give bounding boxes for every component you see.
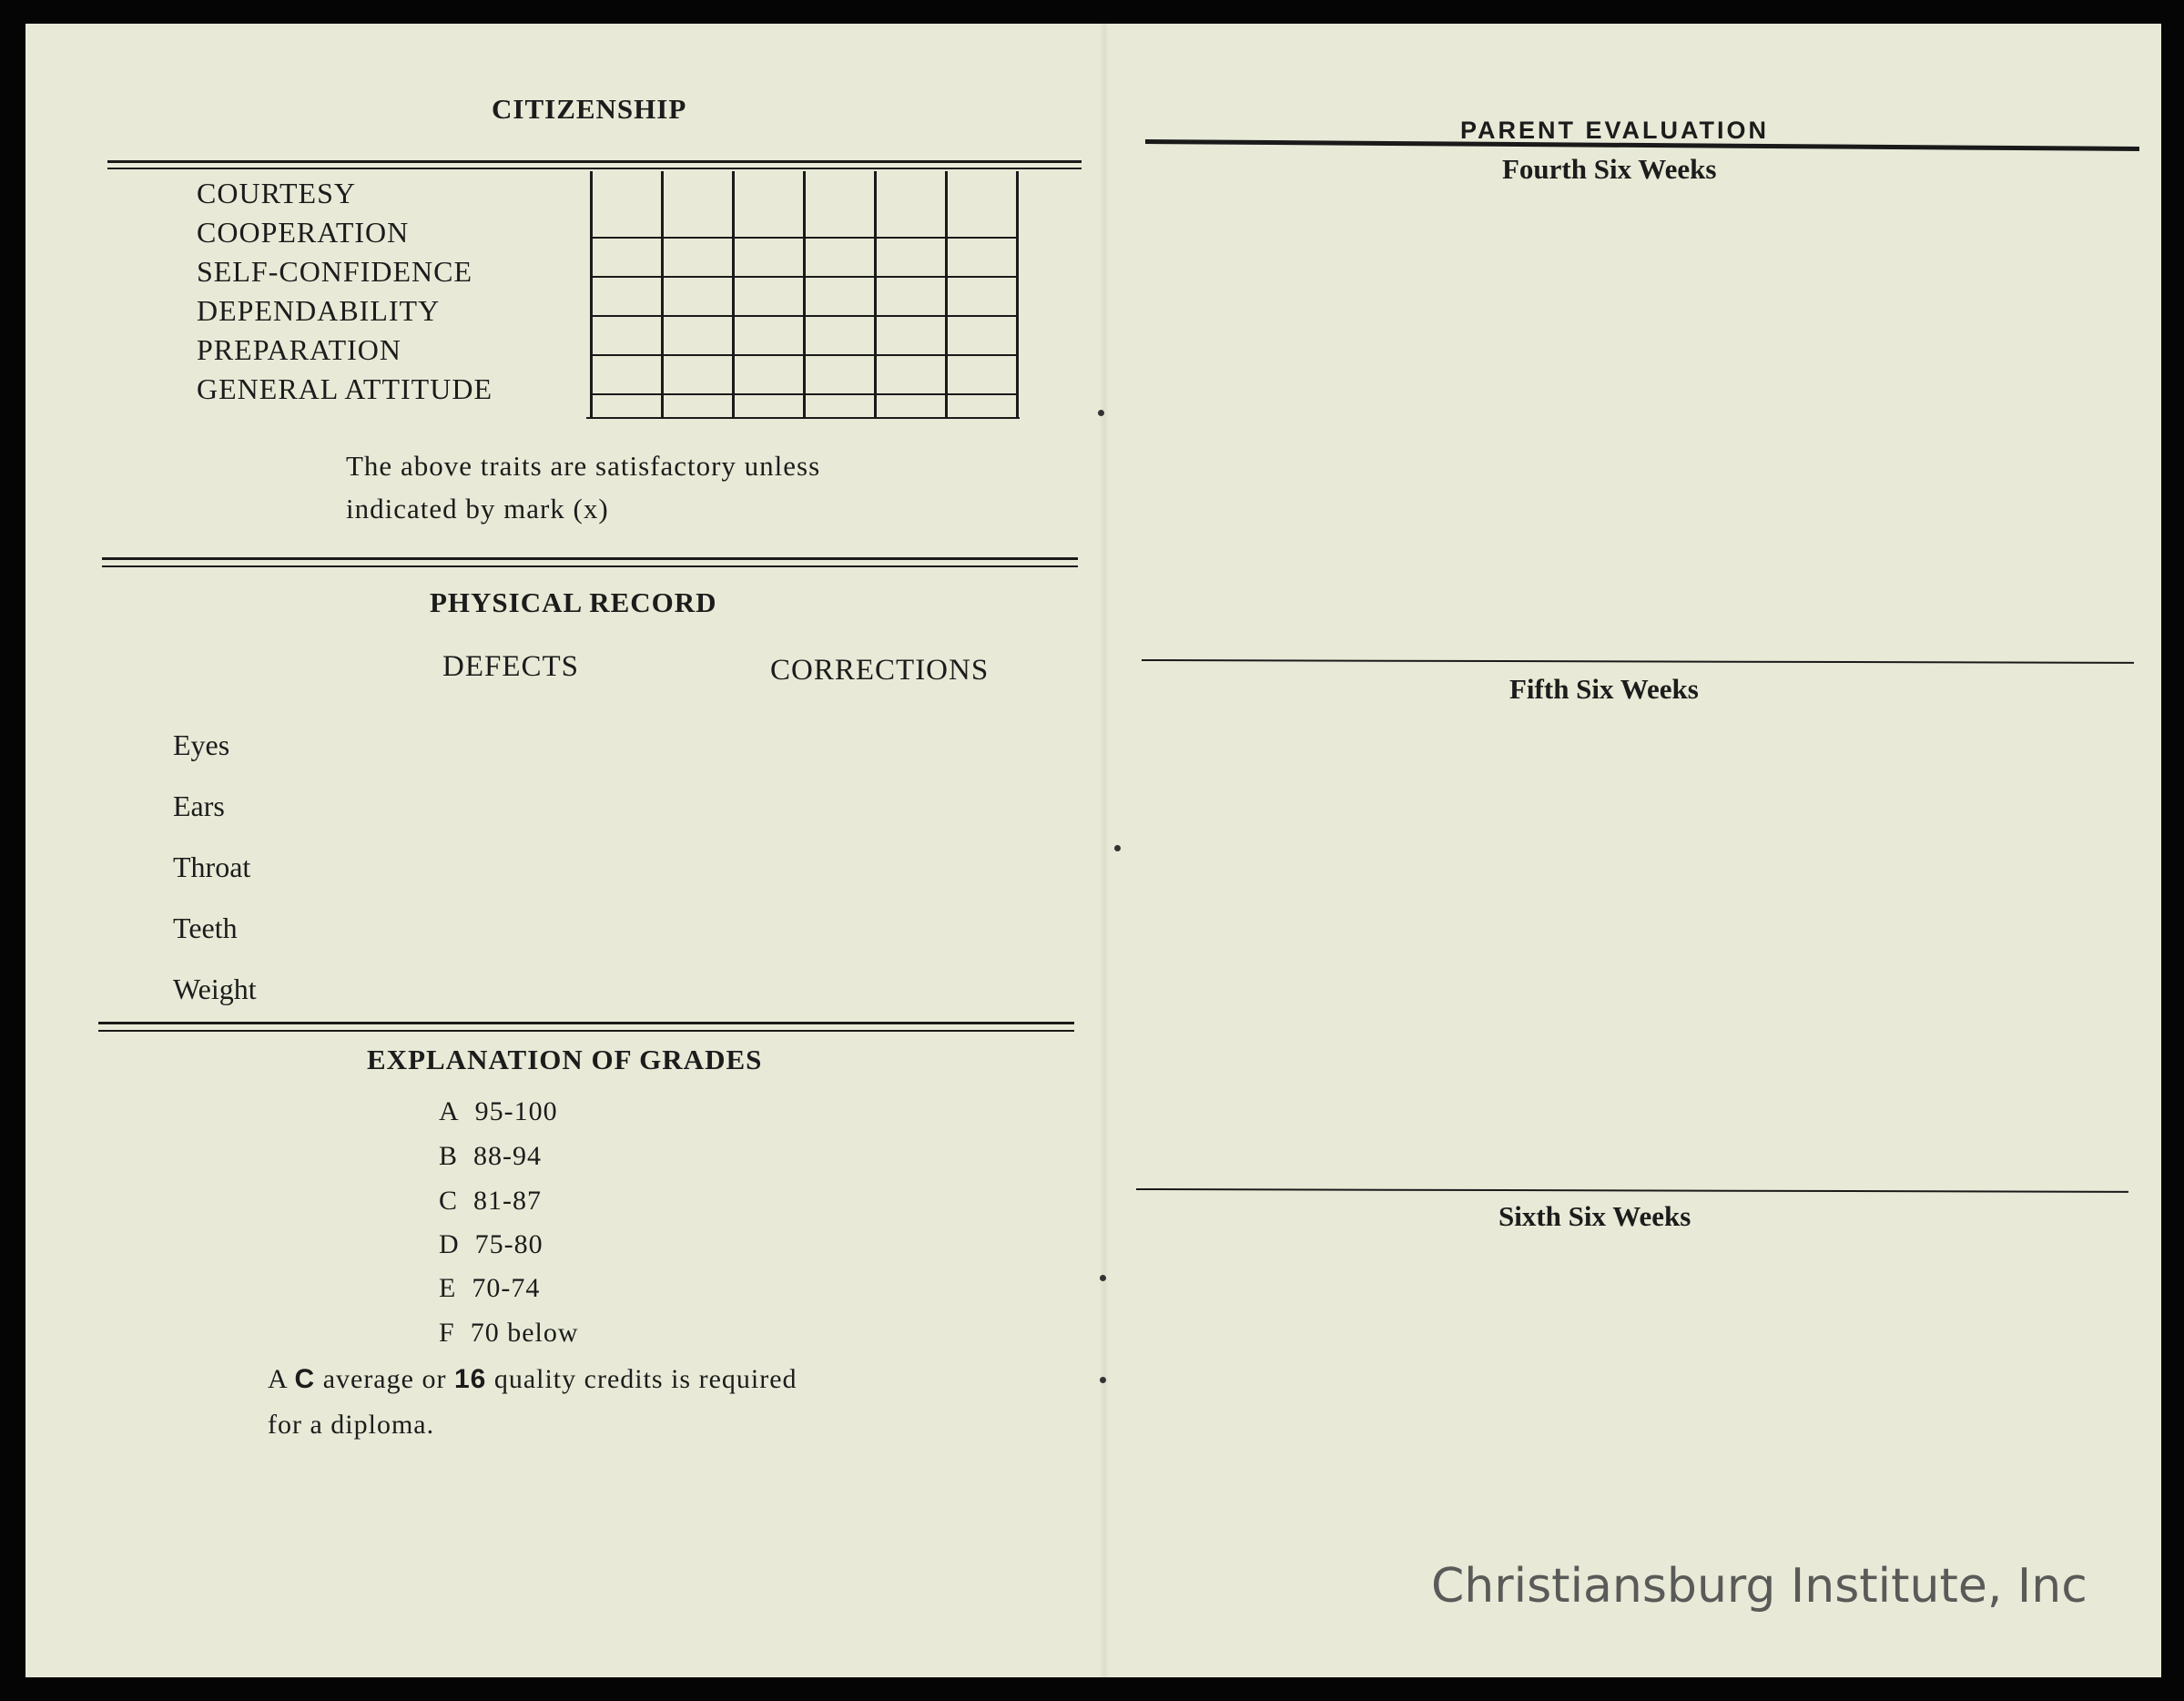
grid-line xyxy=(661,171,664,419)
citizenship-mark-grid xyxy=(563,171,989,417)
citizenship-rule-top-2 xyxy=(107,168,1082,169)
period-fifth-six-weeks: Fifth Six Weeks xyxy=(1509,673,1699,705)
grade-range: 70-74 xyxy=(472,1273,541,1303)
trait-preparation: PREPARATION xyxy=(197,333,401,366)
center-fold xyxy=(1100,24,1109,1677)
grid-line xyxy=(590,393,1016,395)
citizenship-note-line-1: The above traits are satisfactory unless xyxy=(346,450,821,482)
grid-line xyxy=(590,315,1016,317)
grid-line xyxy=(803,171,806,419)
req-c: C xyxy=(294,1364,316,1394)
grade-row xyxy=(439,1318,579,1349)
period-fourth-six-weeks: Fourth Six Weeks xyxy=(1502,153,1717,185)
physical-row-eyes: Eyes xyxy=(173,728,230,761)
citizenship-title: CITIZENSHIP xyxy=(492,93,687,125)
req-end: quality credits is required xyxy=(493,1364,797,1394)
grid-line xyxy=(590,276,1016,278)
grade-range: 88-94 xyxy=(473,1141,543,1171)
citizenship-note-line-2: indicated by mark (x) xyxy=(346,493,609,525)
physical-rule-top-2 xyxy=(102,565,1078,567)
grid-line xyxy=(1016,171,1019,419)
report-card-sheet xyxy=(25,24,2161,1677)
grade-row xyxy=(439,1229,543,1260)
grade-row xyxy=(439,1096,558,1127)
staple-mark xyxy=(1114,845,1121,851)
grid-line xyxy=(590,171,593,419)
grade-letter: D xyxy=(439,1229,460,1259)
citizenship-trait-list xyxy=(197,174,579,409)
trait-dependability: DEPENDABILITY xyxy=(197,294,441,327)
period-divider xyxy=(1142,659,2134,664)
diploma-requirement-line-1 xyxy=(268,1357,960,1402)
grade-row xyxy=(439,1273,540,1304)
watermark: Christiansburg Institute, Inc xyxy=(1431,1559,2087,1614)
staple-mark xyxy=(1100,1377,1106,1383)
grid-line xyxy=(590,237,1016,239)
citizenship-note xyxy=(346,444,820,530)
diploma-requirement xyxy=(268,1357,960,1448)
col-corrections: CORRECTIONS xyxy=(770,654,990,687)
grid-line xyxy=(732,171,735,419)
grade-letter: C xyxy=(439,1186,459,1216)
citizenship-rule-top xyxy=(107,160,1082,163)
grade-row xyxy=(439,1141,542,1172)
trait-general-attitude: GENERAL ATTITUDE xyxy=(197,372,493,405)
physical-record-title: PHYSICAL RECORD xyxy=(430,586,717,618)
grade-range: 70 below xyxy=(470,1318,579,1348)
physical-rule-top xyxy=(102,557,1078,560)
grid-line xyxy=(586,417,1020,419)
req-16: 16 xyxy=(453,1364,487,1394)
grid-line xyxy=(874,171,877,419)
grade-row xyxy=(439,1186,542,1217)
diploma-requirement-line-2: for a diploma. xyxy=(268,1410,435,1440)
grade-range: 81-87 xyxy=(473,1186,543,1216)
staple-mark xyxy=(1098,410,1104,416)
trait-cooperation: COOPERATION xyxy=(197,216,410,249)
trait-courtesy: COURTESY xyxy=(197,177,356,209)
grades-rule-top-2 xyxy=(98,1030,1074,1032)
period-divider xyxy=(1136,1188,2128,1193)
period-sixth-six-weeks: Sixth Six Weeks xyxy=(1498,1200,1691,1232)
grades-rule-top xyxy=(98,1022,1074,1024)
grades-title: EXPLANATION OF GRADES xyxy=(367,1044,763,1075)
grade-letter: B xyxy=(439,1141,459,1171)
physical-row-throat: Throat xyxy=(173,850,251,883)
grade-letter: E xyxy=(439,1273,457,1303)
grid-line xyxy=(945,171,948,419)
grade-range: 75-80 xyxy=(474,1229,543,1259)
grid-line xyxy=(590,354,1016,356)
physical-row-ears: Ears xyxy=(173,789,225,822)
req-mid: average or xyxy=(322,1364,447,1394)
physical-row-teeth: Teeth xyxy=(173,912,238,944)
col-defects: DEFECTS xyxy=(442,650,580,683)
grade-range: 95-100 xyxy=(474,1096,558,1126)
parent-evaluation-title: PARENT EVALUATION xyxy=(1460,117,1769,144)
grade-letter: F xyxy=(439,1318,455,1348)
physical-row-weight: Weight xyxy=(173,973,257,1005)
grade-letter: A xyxy=(439,1096,460,1126)
req-a: A xyxy=(268,1364,288,1394)
trait-self-confidence: SELF-CONFIDENCE xyxy=(197,255,473,288)
staple-mark xyxy=(1100,1275,1106,1281)
